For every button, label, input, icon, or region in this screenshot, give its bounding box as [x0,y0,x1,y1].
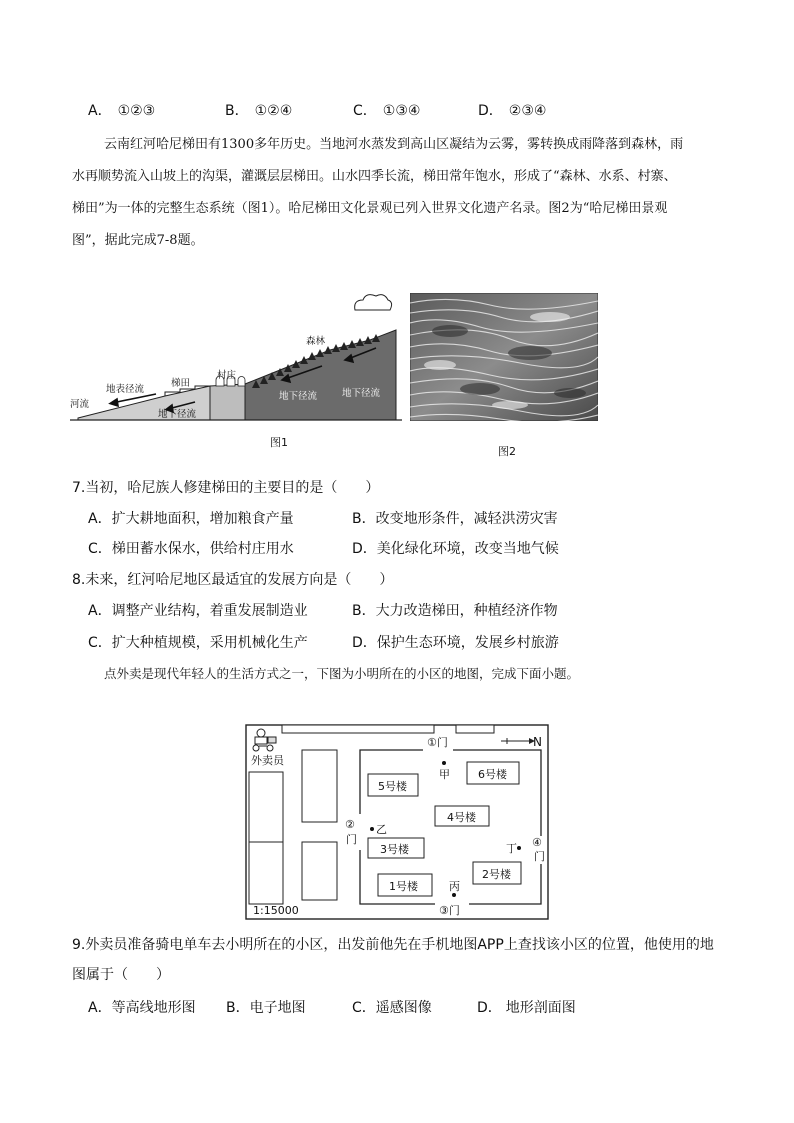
q9-stem-line1: 9.外卖员准备骑电单车去小明所在的小区，出发前他先在手机地图APP上查找该小区的位置，他使用的地 [72,937,714,953]
gate-4-char: 门 [534,850,545,863]
building-5: 5号楼 [378,780,407,793]
q8-stem: 8.未来，红河哈尼地区最适宜的发展方向是（ ） [72,572,394,588]
q9-option-d: D． 地形剖面图 [477,1000,576,1016]
q8-option-a: A．调整产业结构，着重发展制造业 [88,603,308,619]
label-underground-3: 地下径流 [342,388,381,399]
courier-label: 外卖员 [251,754,284,767]
prev-option-b: B． ①②④ [225,103,293,119]
community-map [245,724,549,920]
gate-3: ③门 [439,904,460,917]
passage1-line2: 水再顺势流入山坡上的沟渠，灌溉层层梯田。山水四季长流，梯田常年饱水，形成了“森林、水系、村寨、 [72,169,677,184]
label-underground-2: 地下径流 [279,391,318,402]
north-label: N [533,735,542,749]
point-jia: 甲 [439,768,450,781]
point-yi-dot [370,827,374,831]
building-6: 6号楼 [478,768,507,781]
building-1: 1号楼 [389,880,418,893]
passage1-line3: 梯田”为一体的完整生态系统（图1）。哈尼梯田文化景观已列入世界文化遗产名录。图2为“哈尼梯田景观 [72,201,668,216]
q9-option-c: C．遥感图像 [352,1000,432,1016]
gate-4-number: ④ [532,836,542,849]
gate-2-char: 门 [346,833,357,846]
prev-option-c: C． ①③④ [353,103,421,119]
figure2-caption: 图2 [498,445,516,458]
point-bing-dot [452,893,456,897]
prev-option-d: D． ②③④ [478,103,547,119]
q7-option-d: D．美化绿化环境，改变当地气候 [352,541,559,557]
label-terrace: 梯田 [171,378,191,389]
q8-option-b: B．大力改造梯田，种植经济作物 [352,603,558,619]
passage1-line4: 图”，据此完成7-8题。 [72,233,204,248]
label-forest: 森林 [306,336,326,347]
label-river: 河流 [70,399,90,410]
label-underground-1: 地下径流 [158,409,197,420]
building-4: 4号楼 [447,811,476,824]
q7-option-a: A．扩大耕地面积，增加粮食产量 [88,511,294,527]
point-ding-dot [517,846,521,850]
q9-option-a: A．等高线地形图 [88,1000,196,1016]
q9-stem-line2: 图属于（ ） [72,967,170,983]
point-yi: 乙 [376,823,387,836]
q7-stem: 7.当初，哈尼族人修建梯田的主要目的是（ ） [72,480,380,496]
map-scale: 1:15000 [253,904,299,917]
figure1-caption: 图1 [270,436,288,449]
figure1-diagram [70,288,402,424]
prev-option-a: A． ①②③ [88,103,156,119]
q9-option-b: B．电子地图 [226,1000,306,1016]
building-2: 2号楼 [482,868,511,881]
passage2: 点外卖是现代年轻人的生活方式之一，下图为小明所在的小区的地图，完成下面小题。 [104,666,580,681]
label-village: 村庄 [217,370,237,381]
q7-option-b: B．改变地形条件，减轻洪涝灾害 [352,511,558,527]
label-surface-runoff: 地表径流 [106,384,145,395]
point-jia-dot [442,761,446,765]
point-ding: 丁 [506,842,517,855]
passage1-line1: 云南红河哈尼梯田有1300多年历史。当地河水蒸发到高山区凝结为云雾，雾转换成雨降落到森林，雨 [104,137,684,152]
q8-option-c: C．扩大种植规模，采用机械化生产 [88,635,308,651]
gate-1: ①门 [427,736,448,749]
building-3: 3号楼 [380,843,409,856]
q8-option-d: D．保护生态环境，发展乡村旅游 [352,635,559,651]
q7-option-c: C．梯田蓄水保水，供给村庄用水 [88,541,294,557]
gate-2-number: ② [345,818,355,831]
figure2-photo [410,293,598,421]
point-bing: 丙 [449,880,460,893]
